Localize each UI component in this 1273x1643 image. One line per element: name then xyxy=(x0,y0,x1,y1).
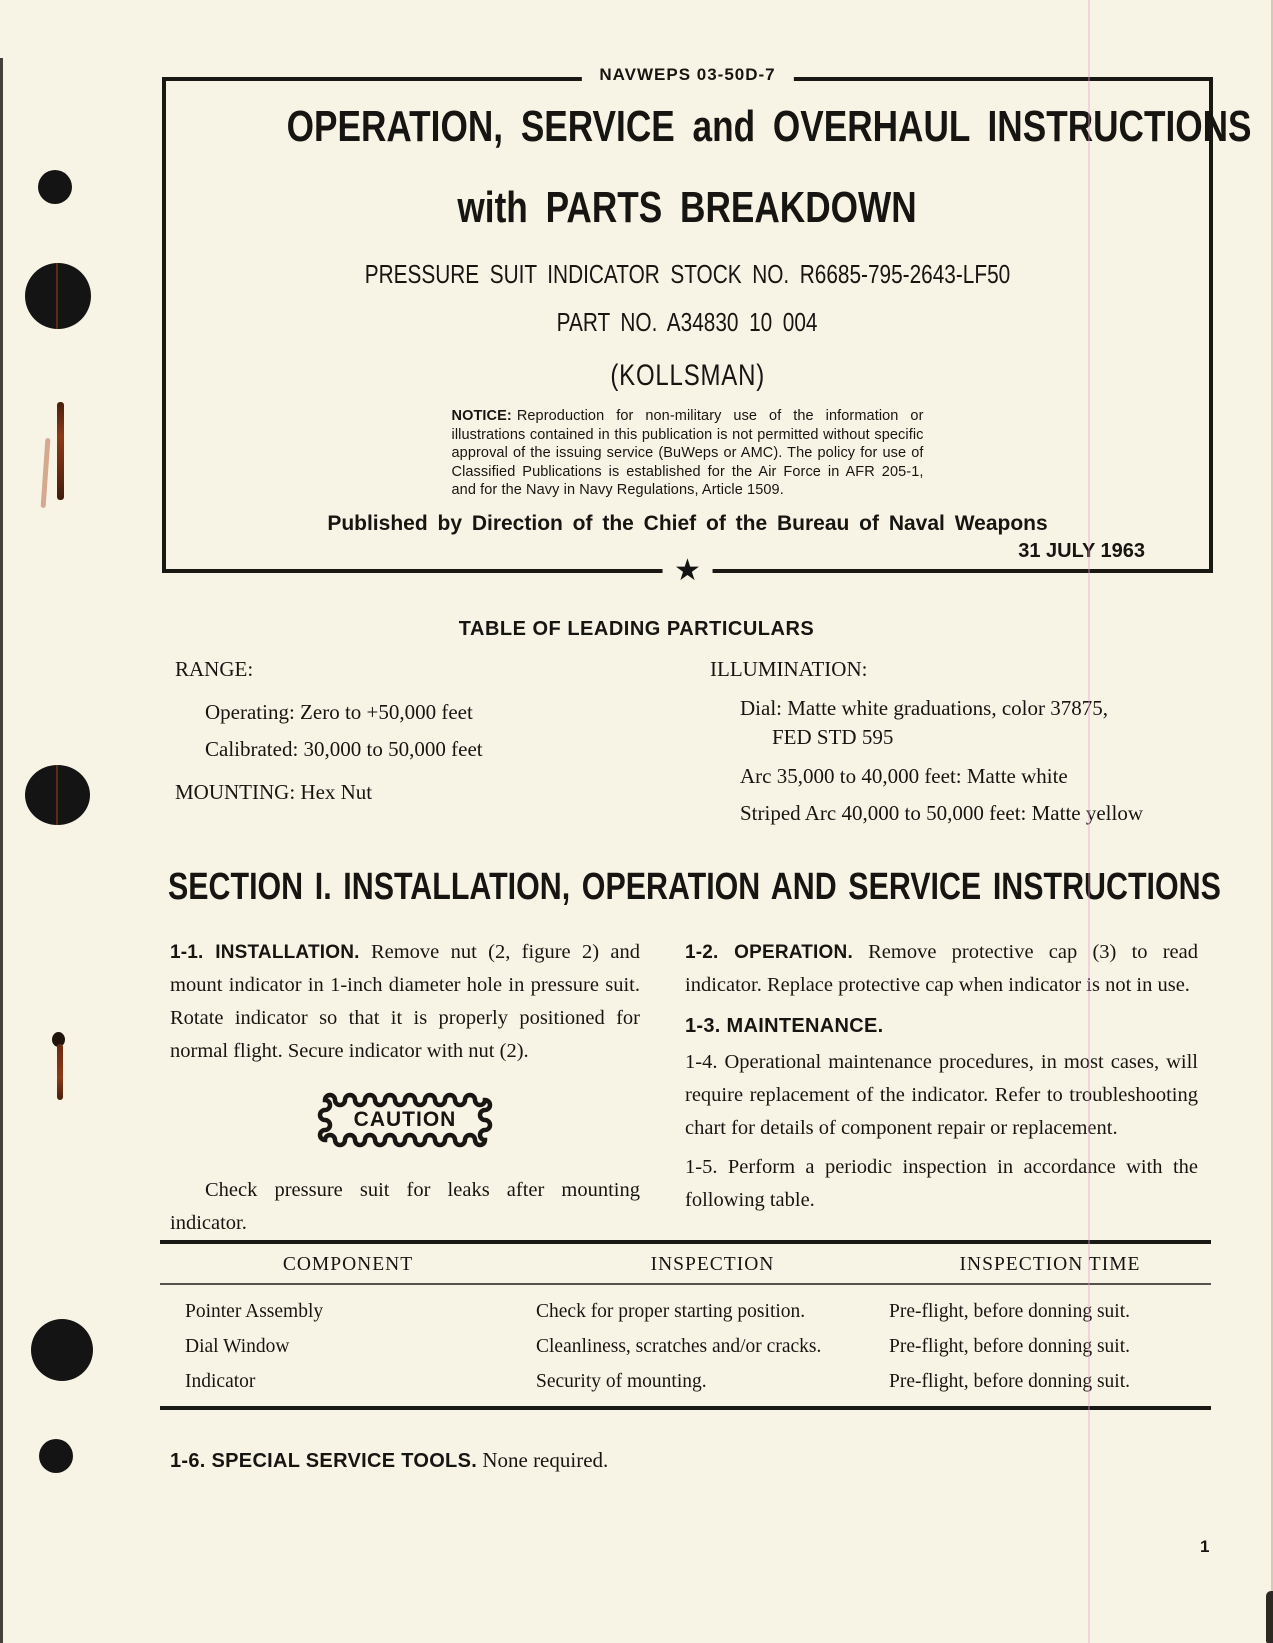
scan-corner-smudge xyxy=(1266,1591,1273,1643)
cell-inspection: Check for proper starting position. xyxy=(536,1301,806,1322)
publication-code: NAVWEPS 03-50D-7 xyxy=(581,65,793,85)
arc-line: Arc 35,000 to 40,000 feet: Matte white xyxy=(740,764,1068,788)
inspection-table-header xyxy=(160,1244,1211,1285)
stock-number-text: PRESSURE SUIT INDICATOR STOCK NO. R6685-795-2643-LF50 xyxy=(364,259,1011,289)
range-calibrated: Calibrated: 30,000 to 50,000 feet xyxy=(205,737,483,761)
caution-note: Check pressure suit for leaks after mounting indicator. xyxy=(170,1179,640,1234)
dial-line1: Dial: Matte white graduations, color 37875, xyxy=(740,696,1109,720)
para-1-1-label: 1-1. INSTALLATION. xyxy=(170,942,360,963)
notice-label: NOTICE: xyxy=(451,408,512,424)
cell-inspection-time: Pre-flight, before donning suit. xyxy=(889,1301,1130,1322)
table-row xyxy=(160,1332,1211,1361)
cell-component: Pointer Assembly xyxy=(185,1301,324,1322)
para-1-1-text: Remove nut (2, figure 2) and mount indicator in 1-inch diameter hole in pressure suit. Rotate indicator so that it is properly positioned for normal flight. Secure indicator with nut (2). xyxy=(170,941,640,1062)
particulars-right-column xyxy=(710,655,1230,828)
part-number-line xyxy=(166,307,1209,337)
para-1-5: 1-5. Perform a periodic inspection in accordance with the following table. xyxy=(685,1156,1198,1211)
section1-columns xyxy=(170,936,1198,1240)
document-title-line1 xyxy=(166,101,1252,152)
cell-inspection-time: Pre-flight, before donning suit. xyxy=(889,1371,1130,1392)
leading-particulars-heading: TABLE OF LEADING PARTICULARS xyxy=(458,618,815,640)
manufacturer-line xyxy=(166,359,1209,393)
dial-line2: FED STD 595 xyxy=(772,725,894,749)
column-header-inspection: INSPECTION xyxy=(650,1254,775,1275)
page-body xyxy=(0,573,1273,1476)
star-icon: ★ xyxy=(662,552,713,590)
section1-right-column xyxy=(685,936,1198,1240)
title-box xyxy=(162,65,1252,587)
particulars-left-column xyxy=(175,655,630,828)
range-operating: Operating: Zero to +50,000 feet xyxy=(205,700,473,724)
page-number: 1 xyxy=(1200,1537,1210,1556)
striped-arc-line: Striped Arc 40,000 to 50,000 feet: Matte yellow xyxy=(740,801,1144,825)
para-1-2 xyxy=(685,936,1198,1002)
notice-text: Reproduction for non-military use of the information or illustrations contained in this publication is not permitted without specific approval of the issuing service (BuWeps or AMC). The policy for use of Classified Publications is established for the Air Force in AFR 205-1, and for the Navy in Navy Regulations, Article 1509. xyxy=(451,408,924,498)
para-1-2-text: Remove protective cap (3) to read indicator. Replace protective cap when indicator is not in use. xyxy=(685,941,1198,996)
leading-particulars xyxy=(175,655,1273,828)
table-row xyxy=(160,1297,1211,1326)
column-header-component: COMPONENT xyxy=(282,1254,414,1275)
illumination-label: ILLUMINATION: xyxy=(710,657,868,681)
part-number-text: PART NO. A34830 10 004 xyxy=(557,307,818,337)
para-1-6-label: 1-6. SPECIAL SERVICE TOOLS. xyxy=(170,1450,478,1472)
para-1-2-label: 1-2. OPERATION. xyxy=(685,942,853,963)
cell-component: Indicator xyxy=(185,1371,256,1392)
cell-inspection: Cleanliness, scratches and/or cracks. xyxy=(536,1336,822,1357)
cell-inspection: Security of mounting. xyxy=(536,1371,707,1392)
para-1-6-text: None required. xyxy=(482,1448,609,1472)
rust-stain xyxy=(41,438,51,508)
para-1-3-heading: 1-3. MAINTENANCE. xyxy=(685,1015,884,1037)
scan-red-line xyxy=(56,263,58,329)
rust-stain xyxy=(57,402,64,500)
section1-heading xyxy=(168,864,1273,910)
binder-hole-dot xyxy=(25,263,91,329)
cell-inspection-time: Pre-flight, before donning suit. xyxy=(889,1336,1130,1357)
cell-component: Dial Window xyxy=(185,1336,290,1357)
range-label: RANGE: xyxy=(175,657,254,681)
inspection-table xyxy=(160,1240,1211,1410)
caution-box xyxy=(315,1090,495,1150)
document-title-line2 xyxy=(166,182,1209,233)
caution-label: CAUTION xyxy=(353,1108,457,1131)
publication-date: 31 JULY 1963 xyxy=(1018,539,1145,562)
para-1-1 xyxy=(170,936,640,1068)
mounting-line: MOUNTING: Hex Nut xyxy=(175,780,373,804)
document-title-line2-text: with PARTS BREAKDOWN xyxy=(457,183,918,232)
notice-paragraph xyxy=(452,407,924,500)
table-row xyxy=(160,1367,1211,1396)
binder-hole-dot xyxy=(38,170,72,204)
section1-heading-text: SECTION I. INSTALLATION, OPERATION AND SERVICE INSTRUCTIONS xyxy=(168,866,1221,908)
document-title-line1-text: OPERATION, SERVICE and OVERHAUL INSTRUCTIONS xyxy=(286,102,1252,151)
section1-left-column xyxy=(170,936,640,1240)
published-line: Published by Direction of the Chief of the Bureau of Naval Weapons xyxy=(327,511,1048,535)
stock-number-line xyxy=(166,259,1209,289)
para-1-4: 1-4. Operational maintenance procedures, in most cases, will require replacement of the indicator. Refer to troubleshooting chart for details of component repair or replacement. xyxy=(685,1051,1198,1139)
para-1-6 xyxy=(170,1446,1273,1476)
column-header-inspection-time: INSPECTION TIME xyxy=(959,1254,1141,1275)
inspection-table-body xyxy=(160,1285,1211,1406)
manufacturer-text: (KOLLSMAN) xyxy=(610,359,765,392)
